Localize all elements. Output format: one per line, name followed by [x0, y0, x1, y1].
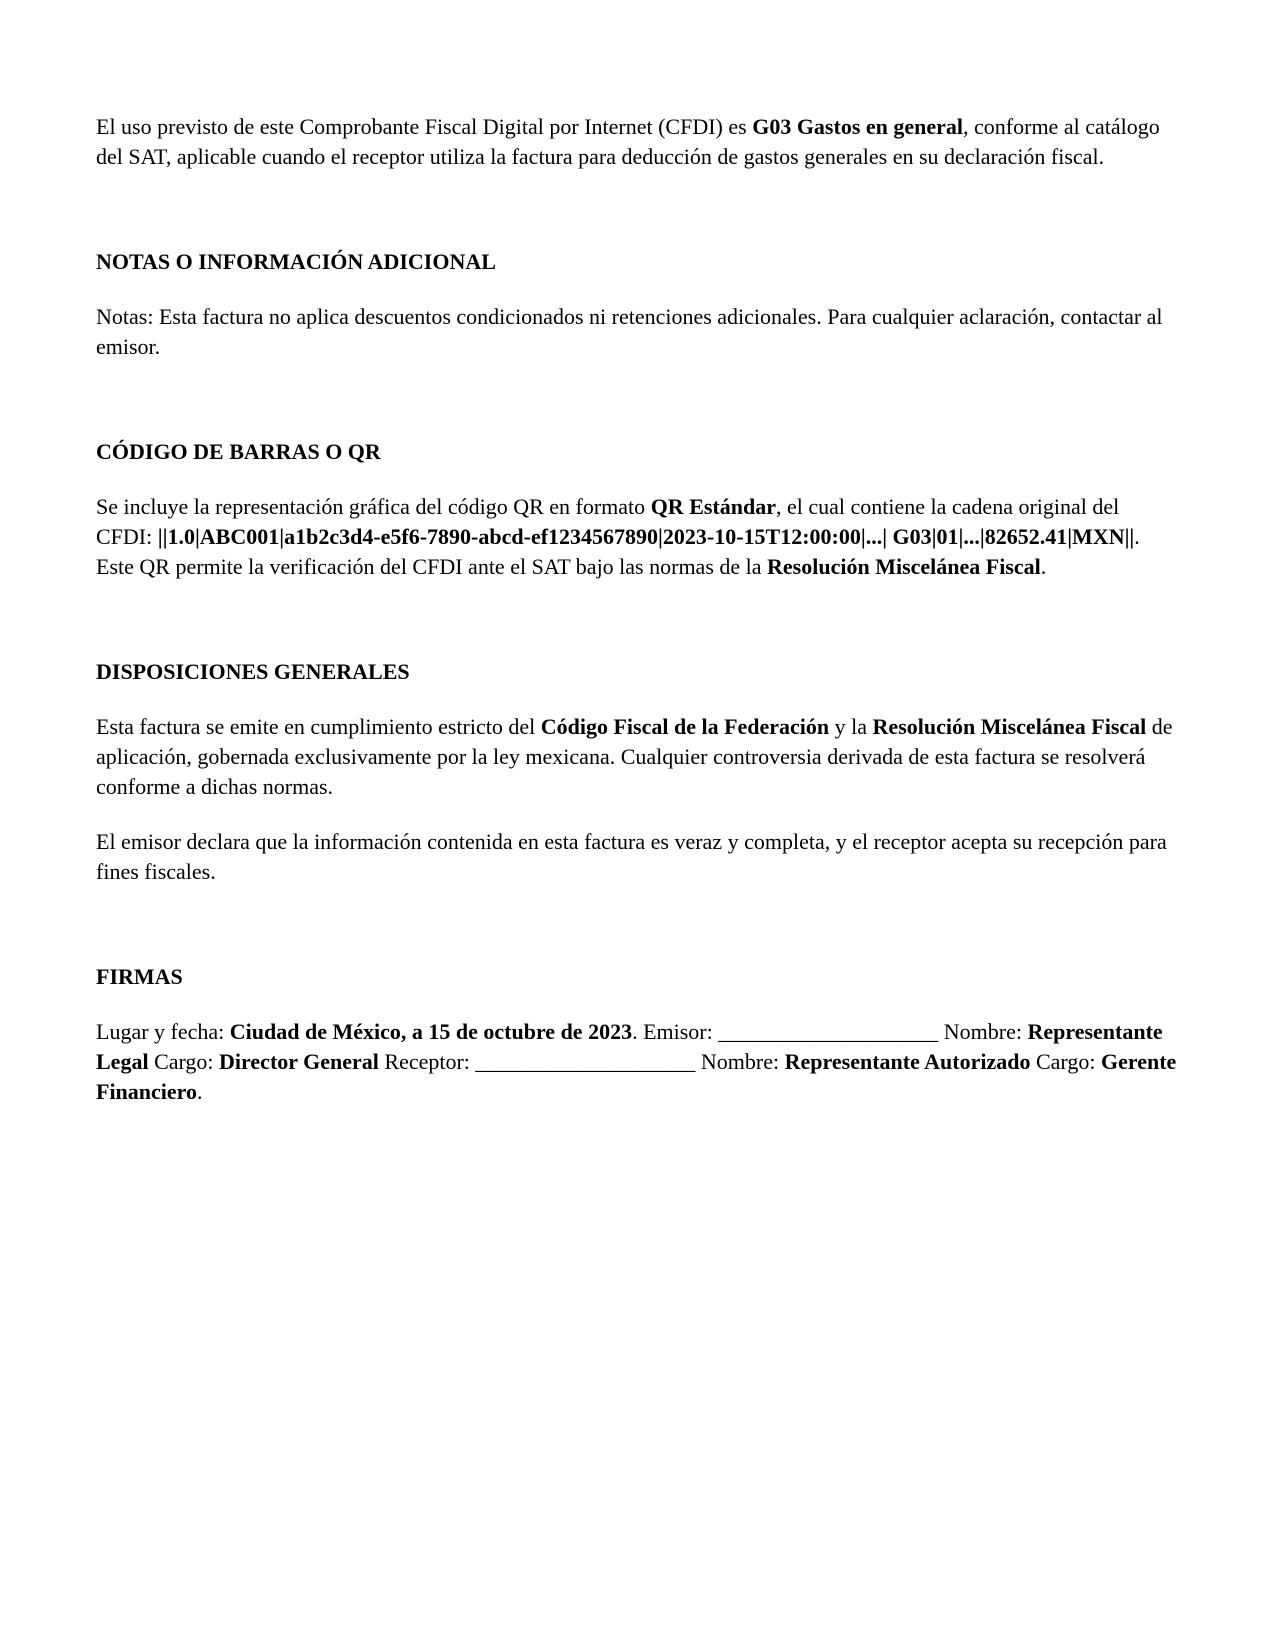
text-run: y la [829, 714, 873, 739]
firmas-heading [96, 962, 1180, 992]
text-run: . Este QR permite la verificación del CFDI ante el SAT bajo las normas de la [96, 524, 1140, 579]
text-run: El emisor declara que la información contenida en esta factura es veraz y completa, y el receptor acepta su recepción para fines fiscales. [96, 829, 1167, 884]
text-run: Cargo: [148, 1049, 220, 1074]
bold-text-run: Ciudad de México, a 15 de octubre de 2023 [229, 1019, 633, 1044]
bold-text-run: ||1.0|ABC001|a1b2c3d4-e5f6-7890-abcd-ef1234567890|2023-10-15T12:00:00|...| G03|01|...|82652.41|MXN|| [157, 524, 1135, 549]
bold-text-run: Código Fiscal de la Federación [540, 714, 830, 739]
notas-paragraph [96, 302, 1180, 362]
bold-text-run: QR Estándar [650, 494, 776, 519]
text-run: El uso previsto de este Comprobante Fiscal Digital por Internet (CFDI) es [96, 114, 753, 139]
text-run: Cargo: [1030, 1049, 1101, 1074]
bold-text-run: Director General [219, 1049, 379, 1074]
intro-uso-cfdi-paragraph [96, 112, 1180, 172]
text-run: . [197, 1079, 203, 1104]
disposiciones-generales-heading [96, 657, 1180, 687]
firmas-paragraph [96, 1017, 1180, 1107]
bold-text-run: Representante Autorizado [784, 1049, 1031, 1074]
bold-text-run: CÓDIGO DE BARRAS O QR [96, 439, 381, 464]
codigo-barras-qr-paragraph [96, 492, 1180, 582]
text-run: Notas: Esta factura no aplica descuentos condicionados ni retenciones adicionales. Para cualquier aclaración, contactar al emisor. [96, 304, 1163, 359]
disposiciones-cumplimiento-paragraph [96, 712, 1180, 802]
text-run: , conforme al catálogo del SAT, aplicable cuando el receptor utiliza la factura para deducción de gastos generales en su declaración fiscal. [96, 114, 1160, 169]
bold-text-run: DISPOSICIONES GENERALES [96, 659, 410, 684]
text-run: Esta factura se emite en cumplimiento estricto del [96, 714, 541, 739]
text-run: de aplicación, gobernada exclusivamente por la ley mexicana. Cualquier controversia derivada de esta factura se resolverá conforme a dichas normas. [96, 714, 1173, 799]
bold-text-run: FIRMAS [96, 964, 183, 989]
text-run: . Emisor: ____________________ Nombre: [632, 1019, 1028, 1044]
notas-heading [96, 247, 1180, 277]
bold-text-run: NOTAS O INFORMACIÓN ADICIONAL [96, 249, 496, 274]
text-run: Receptor: ____________________ Nombre: [378, 1049, 785, 1074]
bold-text-run: G03 Gastos en general [752, 114, 964, 139]
bold-text-run: Representante Legal [96, 1019, 1163, 1074]
bold-text-run: Gerente Financiero [96, 1049, 1177, 1104]
text-run: , el cual contiene la cadena original del CFDI: [96, 494, 1120, 549]
text-run: Se incluye la representación gráfica del código QR en formato [96, 494, 651, 519]
text-run: . [1040, 554, 1047, 579]
codigo-barras-qr-heading [96, 437, 1180, 467]
text-run: Lugar y fecha: [96, 1019, 230, 1044]
bold-text-run: Resolución Miscelánea Fiscal [872, 714, 1147, 739]
bold-text-run: Resolución Miscelánea Fiscal [767, 554, 1041, 579]
disposiciones-declaracion-paragraph [96, 827, 1180, 887]
